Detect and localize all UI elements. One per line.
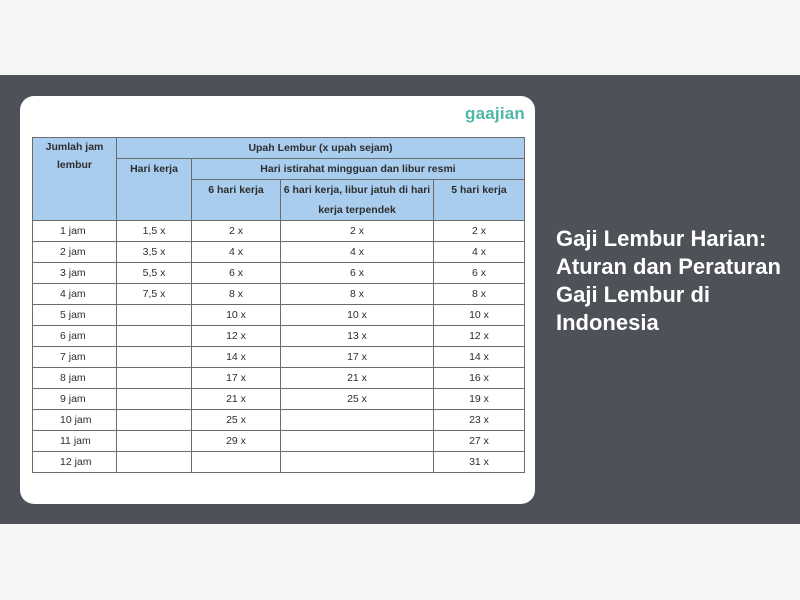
- table-cell: 13 x: [281, 326, 434, 347]
- header-6-hari-kerja-libur: 6 hari kerja, libur jatuh di hari kerja terpendek: [281, 180, 434, 221]
- table-cell: 21 x: [192, 389, 281, 410]
- table-cell: 17 x: [281, 347, 434, 368]
- table-row: [33, 242, 525, 263]
- header-upah-lembur: Upah Lembur (x upah sejam): [117, 138, 525, 159]
- header-6-hari-kerja: 6 hari kerja: [192, 180, 281, 221]
- table-cell: 5,5 x: [117, 263, 192, 284]
- table-cell: 29 x: [192, 431, 281, 452]
- table-cell: 7 jam: [33, 347, 117, 368]
- table-cell: [281, 410, 434, 431]
- header-5-hari-kerja: 5 hari kerja: [434, 180, 525, 221]
- table-cell: [281, 431, 434, 452]
- table-cell: 10 jam: [33, 410, 117, 431]
- table-cell: 7,5 x: [117, 284, 192, 305]
- table-cell: 23 x: [434, 410, 525, 431]
- table-cell: 10 x: [434, 305, 525, 326]
- table-cell: 4 jam: [33, 284, 117, 305]
- table-row: [33, 431, 525, 452]
- table-row: [33, 347, 525, 368]
- table-cell: 3 jam: [33, 263, 117, 284]
- table-image-card: [20, 96, 535, 504]
- table-row: [33, 284, 525, 305]
- table-row: [33, 263, 525, 284]
- table-cell: 6 x: [434, 263, 525, 284]
- table-cell: 4 x: [434, 242, 525, 263]
- table-cell: [117, 452, 192, 473]
- table-cell: 10 x: [281, 305, 434, 326]
- table-cell: [117, 326, 192, 347]
- table-cell: 27 x: [434, 431, 525, 452]
- table-row: [33, 326, 525, 347]
- table-row: [33, 221, 525, 242]
- header-hari-istirahat: Hari istirahat mingguan dan libur resmi: [192, 159, 525, 180]
- table-cell: [117, 431, 192, 452]
- table-cell: 12 jam: [33, 452, 117, 473]
- table-cell: 2 x: [281, 221, 434, 242]
- table-cell: 31 x: [434, 452, 525, 473]
- table-cell: 17 x: [192, 368, 281, 389]
- table-cell: 25 x: [192, 410, 281, 431]
- table-cell: [117, 410, 192, 431]
- table-row: [33, 452, 525, 473]
- table-cell: 8 x: [434, 284, 525, 305]
- table-cell: 3,5 x: [117, 242, 192, 263]
- table-body: [33, 221, 525, 473]
- table-cell: [281, 452, 434, 473]
- overtime-wage-table: [32, 137, 525, 473]
- table-cell: 12 x: [434, 326, 525, 347]
- table-cell: 6 x: [281, 263, 434, 284]
- table-cell: 8 x: [281, 284, 434, 305]
- article-headline: Gaji Lembur Harian: Aturan dan Peraturan Gaji Lembur di Indonesia: [556, 226, 781, 335]
- table-cell: 2 x: [192, 221, 281, 242]
- table-cell: [117, 389, 192, 410]
- table-cell: 9 jam: [33, 389, 117, 410]
- table-cell: [117, 368, 192, 389]
- header-hari-kerja: Hari kerja: [117, 159, 192, 221]
- table-row: [33, 305, 525, 326]
- table-cell: 6 jam: [33, 326, 117, 347]
- table-cell: 19 x: [434, 389, 525, 410]
- table-cell: 14 x: [434, 347, 525, 368]
- table-cell: 12 x: [192, 326, 281, 347]
- table-row: [33, 368, 525, 389]
- table-cell: [117, 347, 192, 368]
- table-cell: 21 x: [281, 368, 434, 389]
- table-cell: 1 jam: [33, 221, 117, 242]
- table-cell: 6 x: [192, 263, 281, 284]
- table-cell: [192, 452, 281, 473]
- table-cell: 2 jam: [33, 242, 117, 263]
- table-cell: 1,5 x: [117, 221, 192, 242]
- table-cell: 8 jam: [33, 368, 117, 389]
- table-cell: 8 x: [192, 284, 281, 305]
- table-cell: 2 x: [434, 221, 525, 242]
- table-cell: 10 x: [192, 305, 281, 326]
- table-row: [33, 410, 525, 431]
- table-cell: 5 jam: [33, 305, 117, 326]
- table-cell: 11 jam: [33, 431, 117, 452]
- table-cell: 4 x: [281, 242, 434, 263]
- table-row: [33, 389, 525, 410]
- table-cell: 25 x: [281, 389, 434, 410]
- table-cell: 14 x: [192, 347, 281, 368]
- gaajian-logo: gaajian: [465, 104, 525, 123]
- header-jumlah-jam: Jumlah jam lembur: [33, 138, 117, 221]
- table-cell: 16 x: [434, 368, 525, 389]
- table-cell: 4 x: [192, 242, 281, 263]
- table-cell: [117, 305, 192, 326]
